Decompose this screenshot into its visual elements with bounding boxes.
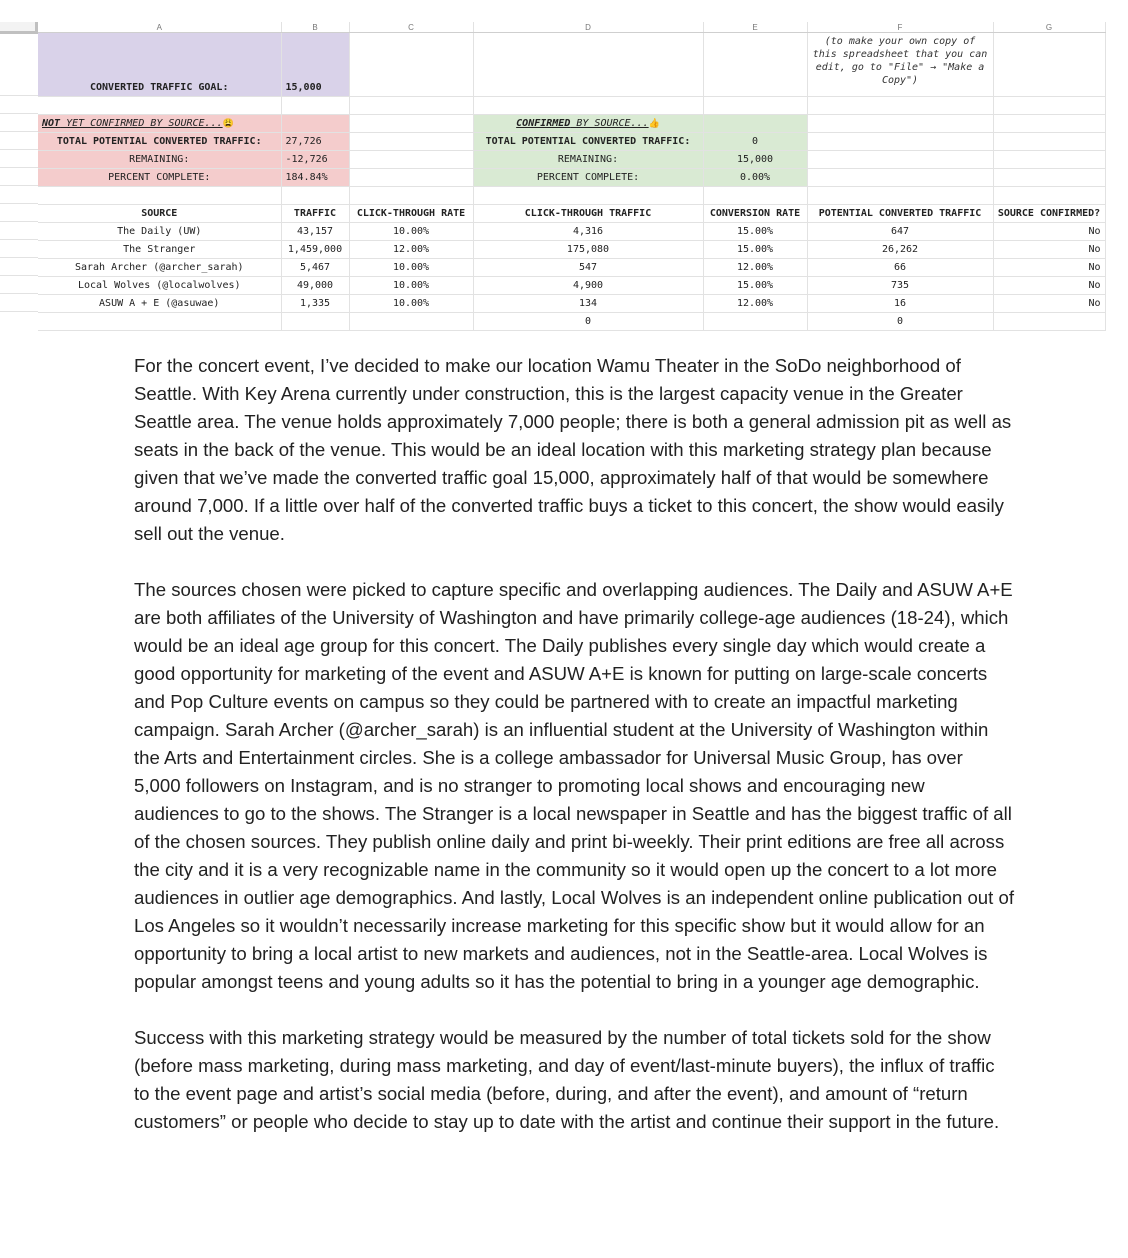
table-row: Local Wolves (@localwolves) 49,000 10.00% 4,900 15.00% 735 No [38,277,1105,295]
column-header-a[interactable]: A [38,22,281,33]
table-row: ASUW A + E (@asuwae) 1,335 10.00% 134 12.00% 16 No [38,295,1105,313]
row-gutter [0,22,38,322]
click-through-total[interactable]: 0 [473,313,703,331]
paragraph-venue: For the concert event, I’ve decided to make our location Wamu Theater in the SoDo neighborhood of Seattle. With Key Arena currently under construction, this is the largest capacity venue in the Greater Seattle area. The venue holds approximately 7,000 people; there is both a general admission pit as well as seats in the back of the venue. This would be an ideal location with this marketing strategy plan because given that we’ve made the converted traffic goal 15,000, approximately half of that would be somewhere around 7,000. If a little over half of the converted traffic buys a ticket to this concert, the show would easily sell out the venue. [134,355,1012,544]
confirmed-total-label[interactable]: TOTAL POTENTIAL CONVERTED TRAFFIC: [473,133,703,151]
column-header-f[interactable]: F [807,22,993,33]
column-header-e[interactable]: E [703,22,807,33]
header-source-confirmed[interactable]: SOURCE CONFIRMED? [993,205,1105,223]
not-confirmed-remaining-label[interactable]: REMAINING: [38,151,281,169]
confirmed-percent-label[interactable]: PERCENT COMPLETE: [473,169,703,187]
header-click-through-rate[interactable]: CLICK-THROUGH RATE [349,205,473,223]
table-row: The Daily (UW) 43,157 10.00% 4,316 15.00% 647 No [38,223,1105,241]
paragraph-success: Success with this marketing strategy would be measured by the number of total tickets sold for the show (before mass marketing, during mass marketing, and day of event/last-minute buyers), the influx of traffic to the event page and artist’s social media (before, during, and after the event), and amount of “return customers” or people who decide to stay up to date with the artist and continue their support in the future. [134,1027,1000,1132]
header-conversion-rate[interactable]: CONVERSION RATE [703,205,807,223]
column-header-c[interactable]: C [349,22,473,33]
not-confirmed-percent-label[interactable]: PERCENT COMPLETE: [38,169,281,187]
confirmed-total-value[interactable]: 0 [703,133,807,151]
body-text [134,352,1014,1164]
confirmed-title[interactable]: CONFIRMED BY SOURCE...👍 [473,115,703,133]
sheet-grid [38,22,1106,331]
confirmed-remaining-value[interactable]: 15,000 [703,151,807,169]
column-header-g[interactable]: G [993,22,1105,33]
confirmed-remaining-label[interactable]: REMAINING: [473,151,703,169]
paragraph-sources: The sources chosen were picked to capture specific and overlapping audiences. The Daily and ASUW A+E are both affiliates of the University of Washington and have primarily college-age audiences (18-24), which would be an ideal age group for this concert. The Daily publishes every single day which would create a good opportunity for marketing of the event and ASUW A+E is known for putting on large-scale concerts and Pop Culture events on campus so they could be partnered with to create an impactful marketing campaign. Sarah Archer (@archer_sarah) is an influential student at the University of Washington within the Arts and Entertainment circles. She is a college ambassador for Universal Music Group, has over 5,000 followers on Instagram, and is no stranger to promoting local shows and encouraging new audiences to go to the shows. The Stranger is a local newspaper in Seattle and has the biggest traffic of all of the chosen sources. They publish online daily and print bi-weekly. Their print editions are free all across the city and it is a very recognizable name in the community so it would open up the concert to a lot more audiences in outlier age demographics. And lastly, Local Wolves is an independent online publication out of Los Angeles so it wouldn’t necessarily increase marketing for this specific show but it would allow for an opportunity to bring a local artist to new markets and audiences, not in the Seattle-area. Local Wolves is popular amongst teens and young adults so it has the potential to bring in a younger age demographic. [134,579,1014,992]
corner-select-all[interactable] [0,22,38,34]
header-source[interactable]: SOURCE [38,205,281,223]
header-click-through-traffic[interactable]: CLICK-THROUGH TRAFFIC [473,205,703,223]
header-traffic[interactable]: TRAFFIC [281,205,349,223]
not-confirmed-remaining-value[interactable]: -12,726 [281,151,349,169]
not-confirmed-total-value[interactable]: 27,726 [281,133,349,151]
not-confirmed-percent-value[interactable]: 184.84% [281,169,349,187]
potential-converted-total[interactable]: 0 [807,313,993,331]
copy-note[interactable]: (to make your own copy of this spreadsheet that you can edit, go to "File" → "Make a Copy") [807,33,993,97]
table-header-row [38,205,1105,223]
header-potential-converted-traffic[interactable]: POTENTIAL CONVERTED TRAFFIC [807,205,993,223]
column-header-b[interactable]: B [281,22,349,33]
not-confirmed-total-label[interactable]: TOTAL POTENTIAL CONVERTED TRAFFIC: [38,133,281,151]
column-header-d[interactable]: D [473,22,703,33]
totals-row [38,313,1105,331]
table-row: The Stranger 1,459,000 12.00% 175,080 15.00% 26,262 No [38,241,1105,259]
goal-label[interactable]: CONVERTED TRAFFIC GOAL: [38,33,281,97]
column-header-row [38,22,1105,33]
weary-face-icon: 😩 [222,119,234,129]
goal-value[interactable]: 15,000 [281,33,349,97]
thumbs-up-icon: 👍 [648,119,660,129]
confirmed-percent-value[interactable]: 0.00% [703,169,807,187]
not-confirmed-title[interactable]: NOT YET CONFIRMED BY SOURCE...😩 [38,115,281,133]
table-row: Sarah Archer (@archer_sarah) 5,467 10.00% 547 12.00% 66 No [38,259,1105,277]
spreadsheet-screenshot [0,0,1128,330]
